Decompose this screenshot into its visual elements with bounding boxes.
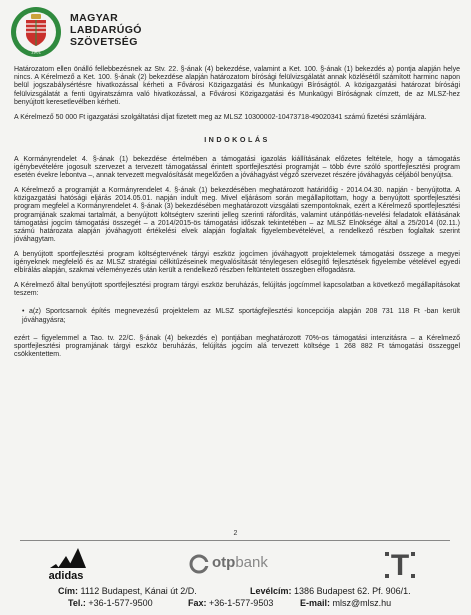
telekom-logo [382,546,418,582]
fax-value: +36-1-577-9503 [209,598,274,608]
email-label: E-mail: [300,598,331,608]
tel-label: Tel.: [68,598,86,608]
paragraph-budget: A benyújtott sportfejlesztési program költségtervének tárgyi eszköz jogcímen jóváhagyott projektelemek támogatási összege a megyei igényeknek megfelelő és az MLSZ stratégiai célkitűzéseinek megvalósítását ténylegesen elősegítő fejlesztések figyelembe vételével egyedi elbírálás alapján, szakmai véleményezés után került a rendelkező részben feltüntetett összegben elfogadásra. [14,250,460,275]
bank-wordmark: bank [235,554,268,571]
letterhead [10,6,310,58]
mail-label: Levélcím: [250,586,292,596]
page-number: 2 [233,530,238,537]
email-link[interactable]: mlsz@mlsz.hu [332,598,392,608]
tel-value: +36-1-577-9500 [88,598,153,608]
otp-wordmark: otp [212,554,236,571]
paragraph-submission: A Kérelmező a programját a Kormányrendelet 4. §-ának (1) bekezdésében meghatározott határidőig - 2014.04.30. napján - benyújtotta. A közigazgatási hatósági eljárás 2014.05.01. napján indult meg. Mivel eljárásom során megállapítottam, hogy a benyújtott sportfejlesztési program megfelel a Kormányrendelet 4. §-ának (3) bekezdésében meghatározott vizsgálati szempontoknak, ezért a Kérelmező sportfejlesztési programjának szakmai tartalmát, a benyújtott költségterv szerinti jelleg szerinti ráfordítás, valamint utánpótlás-nevelési feladatok ellátásának támogatási jogcím támogatási összegét – a 2014/2015-ös támogatási időszak tekintetében – az MLSZ Elnöksége által a 25/2014 (02.11.) számú határozata alapján jóváhagyott értékelési elvek alapján foglaltak figyelembevételével, a rendelkező részben foglaltak szerint jóváhagytam. [14,187,460,244]
sponsor-logos [0,544,471,584]
telekom-t: T [390,549,410,582]
bullet-project-item: • a(z) Sportcsarnok építés megnevezésű projektelem az MLSZ sportágfejlesztési koncepciója alapján 208 731 118 Ft -ban került jóváhagyásra; [22,308,460,324]
paragraph-conclusion: ezért – figyelemmel a Tao. tv. 22/C. §-ának (4) bekezdés e) pontjában meghatározott 70%-os támogatási intenzitásra – a Kérelmező sportfejlesztési programjának tárgyi eszköz beruházás, felújítás jogcím alá tervezett költsége 1 268 882 Ft támogatási összeggel csökkentettem. [14,334,460,359]
adidas-logo [36,544,96,582]
address-label: Cím: [58,586,78,596]
adidas-wordmark: adidas [48,570,84,582]
paragraph-regulation: A Kormányrendelet 4. §-ának (1) bekezdése értelmében a támogatási igazolás kiállításának előzetes feltétele, hogy a támogatás igénybevételére jogosult szervezet a tervezett támogatással érintett sportfejlesztési programját – több évre szóló sportfejlesztési program esetén évekre lebontva –, annak tervezett megvalósítását megelőzően a jóváhagyást végző szervezet részére jóváhagyás céljából benyújtsa. [14,155,460,180]
org-line-2: LABDARÚGÓ [70,24,142,36]
paragraph-appeal: Határozatom ellen önálló fellebbezésnek az Stv. 22. §-ának (4) bekezdése, valamint a Ket. 100. §-ának (1) bekezdés a) pontja alapján helye nincs. A Kérelmező a Ket. 100. §-ának (2) bekezdése alapján határozatom bírósági felülvizsgálatát annak közlésétől számított harminc napon belül jogszabálysértésre hivatkozással kérheti a Fővárosi Közigazgatási és Munkaügyi Bíróságtól. A közigazgatási határozat bírósági felülvizsgálatát a fenti ügyiratszámra való hivatkozással, a Fővárosi Közigazgatási és Munkaügyi Bíróságnak címzett, de az MLSZ-hez benyújtott keresetlevélben kérheti. [14,66,460,106]
otpbank-logo [188,550,298,578]
mlsz-crest-logo [10,6,62,58]
paragraph-fee: A Kérelmező 50 000 Ft igazgatási szolgáltatási díjat fizetett meg az MLSZ 10300002-10473718-49020341 számú fizetési számlájára. [14,113,427,121]
mail-value: 1386 Budapest 62. Pf. 906/1. [294,586,411,596]
contact-info [0,585,471,609]
otpbank-symbol-icon [188,553,210,575]
footer-divider [20,540,450,541]
address-value: 1112 Budapest, Kánai út 2/D. [80,586,197,596]
org-line-1: MAGYAR [70,12,119,24]
logo-year: 1901 [30,49,42,55]
document-body [14,66,460,366]
section-heading: INDOKOLÁS [204,134,270,144]
organization-name [70,12,142,48]
fax-label: Fax: [188,598,207,608]
paragraph-findings-intro: A Kérelmező által benyújtott sportfejlesztési program tárgyi eszköz beruházás, felújítás jogcímmel kapcsolatban a következő megállapításokat teszem: [14,282,460,298]
org-line-3: SZÖVETSÉG [70,36,138,48]
